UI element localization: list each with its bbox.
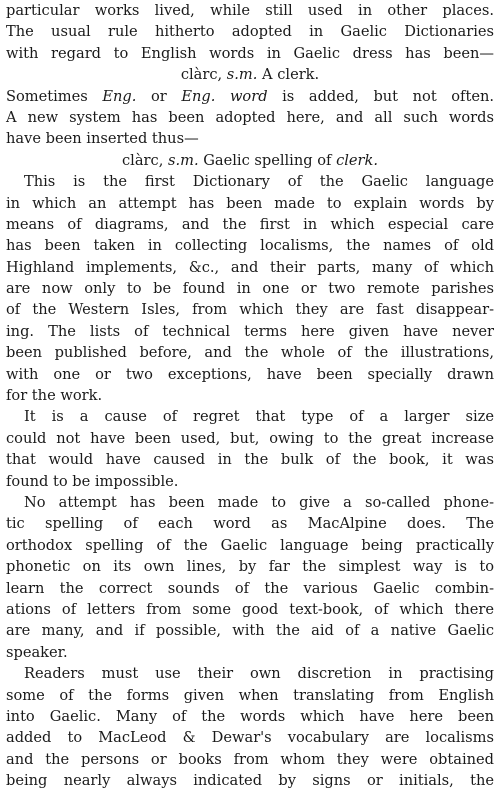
text-line: tic spelling of each word as MacAlpine does. The bbox=[6, 515, 494, 533]
text-line: and the persons or books from whom they were obtained bbox=[6, 750, 494, 768]
text-line: for the work. bbox=[6, 387, 103, 405]
text-line: phonetic on its own lines, by far the simplest way is to bbox=[6, 558, 494, 576]
text-line: learn the correct sounds of the various Gaelic combin- bbox=[6, 579, 494, 597]
text-line: The usual rule hitherto adopted in Gaelic Dictionaries bbox=[6, 23, 494, 41]
paragraph-first-line: Readers must use their own discretion in practising bbox=[24, 665, 494, 683]
text-line: orthodox spelling of the Gaelic language being practically bbox=[6, 536, 494, 554]
entry-headword: clàrc, bbox=[180, 66, 227, 84]
document-page bbox=[6, 0, 494, 791]
text-line: some of the forms given when translating from English bbox=[6, 686, 494, 704]
text-line: means of diagrams, and the first in which especial care bbox=[6, 215, 494, 233]
text-line: found to be impossible. bbox=[6, 472, 179, 490]
text-line: with one or two exceptions, have been specially drawn bbox=[6, 365, 494, 383]
text-line: A new system has been adopted here, and all such words bbox=[6, 108, 494, 126]
entry-definition: A clerk. bbox=[257, 66, 320, 84]
paragraph-first-line: It is a cause of regret that type of a larger size bbox=[24, 408, 494, 426]
entry-headword: clàrc, bbox=[122, 151, 168, 169]
text-line: added to MacLeod & Dewar's vocabulary are localisms bbox=[6, 729, 494, 747]
text-line: ing. The lists of technical terms here given have never bbox=[6, 322, 494, 340]
entry-grammar: s.m. bbox=[167, 151, 199, 169]
text-line: in which an attempt has been made to explain words by bbox=[6, 194, 494, 212]
text-line: have been inserted thus— bbox=[6, 130, 199, 148]
example-entry-gaelic-spelling bbox=[6, 150, 494, 171]
text-line: could not have been used, but, owing to the great increase bbox=[6, 429, 494, 447]
text-line: Highland implements, &c., and their parts, many of which bbox=[6, 258, 494, 276]
text-line: has been taken in collecting localisms, the names of old bbox=[6, 237, 494, 255]
text-line: are now only to be found in one or two remote parishes bbox=[6, 280, 494, 298]
entry-word: clerk. bbox=[336, 151, 378, 169]
text-line: of the Western Isles, from which they are fast disappear- bbox=[6, 301, 494, 319]
text-line: speaker. bbox=[6, 643, 68, 661]
entry-definition: Gaelic spelling of bbox=[198, 151, 337, 169]
text-line: that would have caused in the bulk of the book, it was bbox=[6, 451, 494, 469]
text-line: Sometimes Eng. or Eng. word is added, but not often. bbox=[6, 87, 494, 105]
paragraph-first-line: This is the first Dictionary of the Gaelic language bbox=[24, 173, 494, 191]
text-line: been published before, and the whole of the illustrations, bbox=[6, 344, 494, 362]
entry-grammar: s.m. bbox=[226, 66, 258, 84]
text-line: particular works lived, while still used in other places. bbox=[6, 2, 494, 19]
text-line: being nearly always indicated by signs or initials, the bbox=[6, 772, 494, 790]
text-line: with regard to English words in Gaelic dress has been— bbox=[6, 44, 494, 62]
text-line: ations of letters from some good text-book, of which there bbox=[6, 600, 494, 618]
text-line: into Gaelic. Many of the words which have here been bbox=[6, 707, 494, 725]
paragraph-first-line: No attempt has been made to give a so-called phone- bbox=[24, 493, 494, 511]
text-line: are many, and if possible, with the aid of a native Gaelic bbox=[6, 622, 494, 640]
example-entry-clerk bbox=[6, 64, 494, 85]
